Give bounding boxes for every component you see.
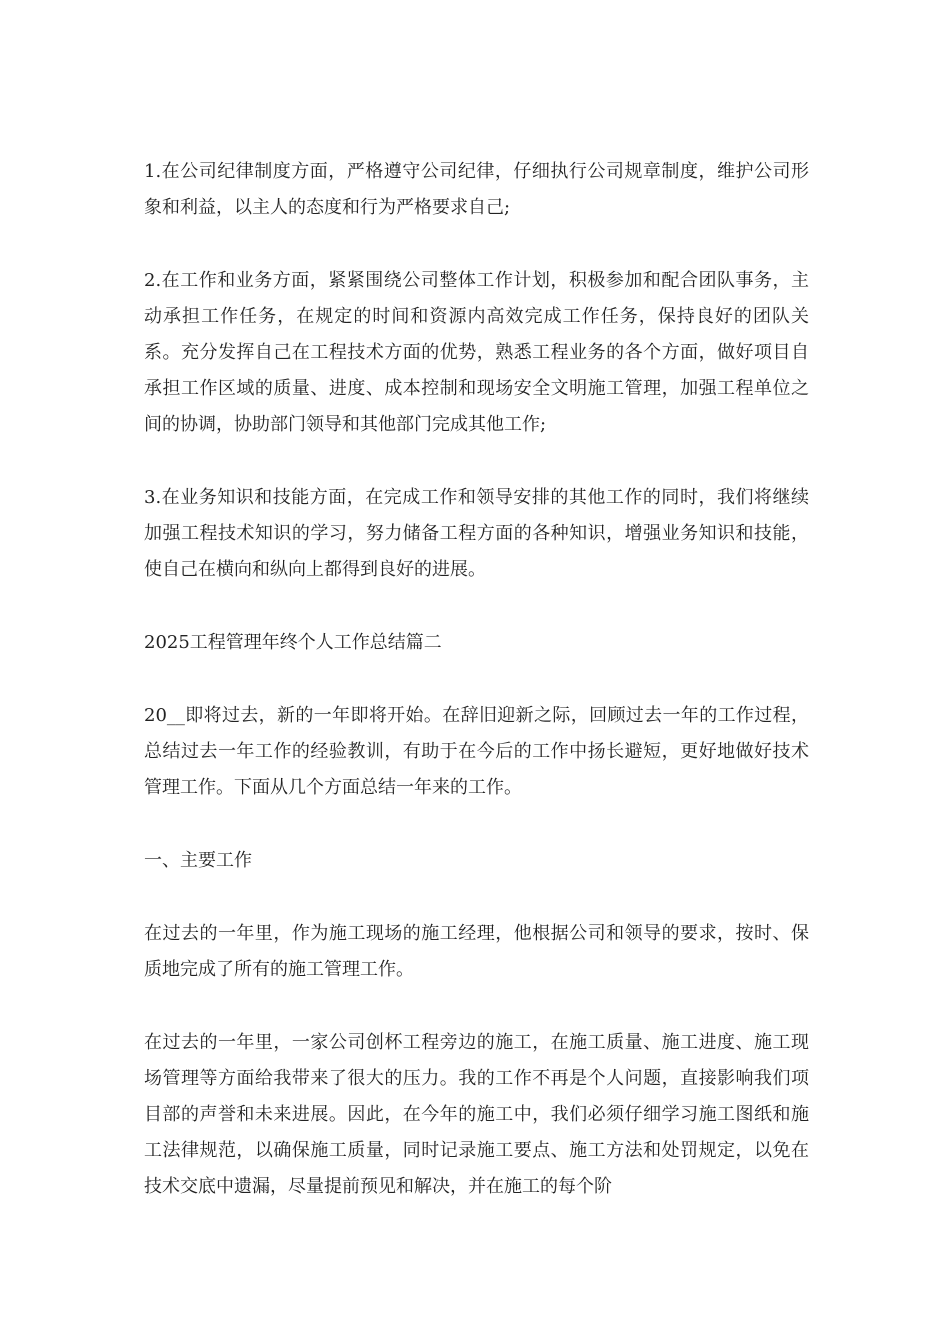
paragraph-intro: 20__即将过去，新的一年即将开始。在辞旧迎新之际，回顾过去一年的工作过程，总结过去一年工作的经验教训，有助于在今后的工作中扬长避短，更好地做好技术管理工作。下面从几个方面总结一年来的工作。 — [144, 705, 809, 798]
paragraph-knowledge-skills: 3.在业务知识和技能方面，在完成工作和领导安排的其他工作的同时，我们将继续加强工程技术知识的学习，努力储备工程方面的各种知识，增强业务知识和技能，使自己在横向和纵向上都得到良好的进展。 — [144, 487, 809, 580]
document-body — [144, 154, 809, 1205]
paragraph-main-work-summary: 在过去的一年里，作为施工现场的施工经理，他根据公司和领导的要求，按时、保质地完成了所有的施工管理工作。 — [144, 923, 809, 980]
paragraph-construction-pressure: 在过去的一年里，一家公司创杯工程旁边的施工，在施工质量、施工进度、施工现场管理等方面给我带来了很大的压力。我的工作不再是个人问题，直接影响我们项目部的声誉和未来进展。因此，在今年的施工中，我们必须仔细学习施工图纸和施工法律规范，以确保施工质量，同时记录施工要点、施工方法和处罚规定，以免在技术交底中遗漏，尽量提前预见和解决，并在施工的每个阶 — [144, 1032, 809, 1197]
paragraph-discipline: 1.在公司纪律制度方面，严格遵守公司纪律，仔细执行公司规章制度，维护公司形象和利益，以主人的态度和行为严格要求自己; — [144, 161, 809, 218]
section-title: 2025工程管理年终个人工作总结篇二 — [144, 632, 442, 653]
paragraph-work-business: 2.在工作和业务方面，紧紧围绕公司整体工作计划，积极参加和配合团队事务，主动承担工作任务，在规定的时间和资源内高效完成工作任务，保持良好的团队关系。充分发挥自己在工程技术方面的优势，熟悉工程业务的各个方面，做好项目自承担工作区域的质量、进度、成本控制和现场安全文明施工管理，加强工程单位之间的协调，协助部门领导和其他部门完成其他工作; — [144, 270, 809, 435]
subheading-main-work: 一、主要工作 — [144, 850, 252, 871]
